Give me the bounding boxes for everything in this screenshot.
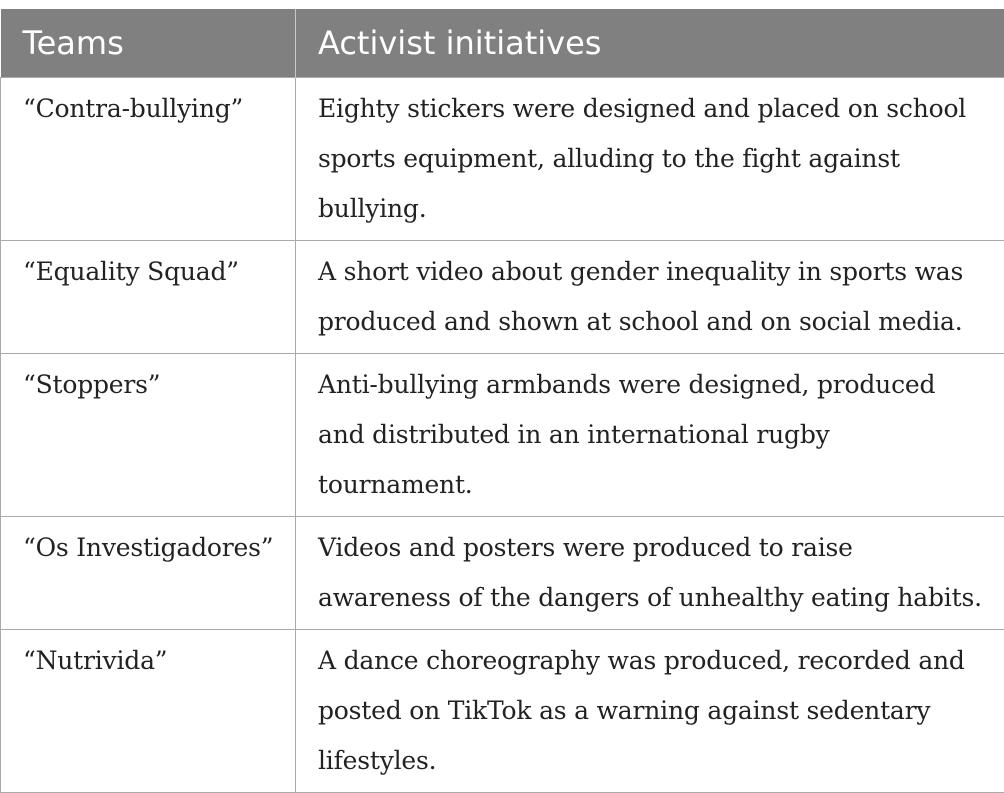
- initiative-cell: Videos and posters were produced to raise awareness of the dangers of unhealthy eating habits.: [296, 516, 1004, 629]
- team-cell: “Stoppers”: [1, 353, 296, 516]
- team-cell: “Contra-bullying”: [1, 77, 296, 240]
- table-row: [1, 240, 1004, 353]
- table-header-row: [1, 9, 1004, 77]
- team-cell: “Nutrivida”: [1, 629, 296, 792]
- team-cell: “Os Investigadores”: [1, 516, 296, 629]
- table-row: [1, 516, 1004, 629]
- initiatives-table-container: [0, 9, 1004, 793]
- initiative-cell: Anti-bullying armbands were designed, produced and distributed in an international rugby tournament.: [296, 353, 1004, 516]
- initiatives-table: [0, 9, 1004, 793]
- header-teams: Teams: [1, 9, 296, 77]
- table-row: [1, 77, 1004, 240]
- table-row: [1, 629, 1004, 792]
- header-activist-initiatives: Activist initiatives: [296, 9, 1004, 77]
- initiative-cell: A short video about gender inequality in sports was produced and shown at school and on social media.: [296, 240, 1004, 353]
- team-cell: “Equality Squad”: [1, 240, 296, 353]
- table-row: [1, 353, 1004, 516]
- initiative-cell: Eighty stickers were designed and placed on school sports equipment, alluding to the fight against bullying.: [296, 77, 1004, 240]
- initiative-cell: A dance choreography was produced, recorded and posted on TikTok as a warning against sedentary lifestyles.: [296, 629, 1004, 792]
